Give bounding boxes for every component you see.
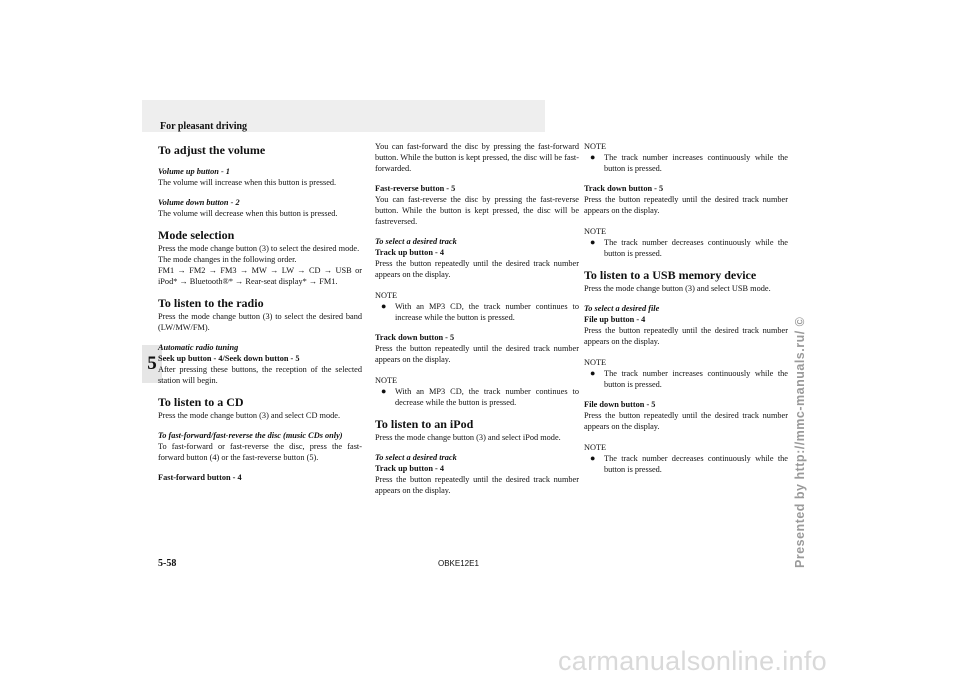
note-text: With an MP3 CD, the track number continues to decrease while the button is pressed. <box>395 387 579 407</box>
cd-ff-text: To fast-forward or fast-reverse the disc, press the fast-forward button (4) or the fast-reverse button (5). <box>158 442 362 462</box>
bullet-icon: ● <box>381 386 387 396</box>
section-header: For pleasant driving <box>160 121 248 132</box>
radio-text: Press the mode change button (3) to select the desired band (LW/MW/FM). <box>158 312 362 332</box>
select-track-subheading: To select a desired track <box>375 237 457 246</box>
vertical-watermark: Presented by http://mmc-manuals.ru/ © <box>793 316 807 568</box>
fast-forward-text: You can fast-forward the disc by pressing the fast-forward button. While the button is kept pressed, the disc will be fast-forwarded. <box>375 142 579 173</box>
chapter-tab: 5 <box>142 345 162 383</box>
track-down-text: Press the button repeatedly until the desired track number appears on the display. <box>584 195 788 215</box>
heading-mode-selection: Mode selection <box>158 228 235 242</box>
heading-listen-usb: To listen to a USB memory device <box>584 268 757 282</box>
file-down-text: Press the button repeatedly until the desired track number appears on the display. <box>584 411 788 431</box>
fast-reverse-label: Fast-reverse button - 5 <box>375 184 456 193</box>
note-item <box>584 237 788 259</box>
fast-reverse-text: You can fast-reverse the disc by pressing the fast-reverse button. While the button is kept pressed, the disc will be fastreversed. <box>375 195 579 226</box>
track-up-text: Press the button repeatedly until the desired track number appears on the display. <box>375 259 579 279</box>
bullet-icon: ● <box>590 368 596 378</box>
cd-ff-subheading: To fast-forward/fast-reverse the disc (music CDs only) <box>158 431 343 440</box>
volume-up-text: The volume will increase when this button is pressed. <box>158 178 337 187</box>
document-code: OBKE12E1 <box>438 559 479 568</box>
seek-buttons-text: After pressing these buttons, the reception of the selected station will begin. <box>158 365 362 385</box>
note-text: The track number decreases continuously while the button is pressed. <box>604 238 788 258</box>
ipod-text: Press the mode change button (3) and select iPod mode. <box>375 433 561 442</box>
track-down-text: Press the button repeatedly until the desired track number appears on the display. <box>375 344 579 364</box>
volume-down-subheading: Volume down button - 2 <box>158 198 240 207</box>
note-title: NOTE <box>584 227 607 236</box>
note-title: NOTE <box>375 376 398 385</box>
ipod-track-subheading: To select a desired track <box>375 453 457 462</box>
heading-listen-radio: To listen to the radio <box>158 296 264 310</box>
column-3 <box>584 141 788 481</box>
track-down-label: Track down button - 5 <box>375 333 455 342</box>
note-title: NOTE <box>375 291 398 300</box>
ipod-track-up-label: Track up button - 4 <box>375 464 445 473</box>
track-up-label: Track up button - 4 <box>375 248 445 257</box>
file-up-label: File up button - 4 <box>584 315 646 324</box>
note-text: With an MP3 CD, the track number continues to increase while the button is pressed. <box>395 302 579 322</box>
volume-up-subheading: Volume up button - 1 <box>158 167 230 176</box>
bullet-icon: ● <box>381 301 387 311</box>
heading-listen-ipod: To listen to an iPod <box>375 417 474 431</box>
note-text: The track number decreases continuously while the button is pressed. <box>604 454 788 474</box>
usb-text: Press the mode change button (3) and select USB mode. <box>584 284 771 293</box>
bullet-icon: ● <box>590 152 596 162</box>
note-item <box>584 368 788 390</box>
heading-adjust-volume: To adjust the volume <box>158 143 266 157</box>
fast-forward-label: Fast-forward button - 4 <box>158 473 242 482</box>
note-item <box>584 152 788 174</box>
bottom-watermark: carmanualsonline.info <box>558 646 827 676</box>
mode-text: Press the mode change button (3) to select the desired mode. <box>158 244 360 253</box>
bullet-icon: ● <box>590 453 596 463</box>
note-title: NOTE <box>584 443 607 452</box>
note-item <box>375 301 579 323</box>
select-file-subheading: To select a desired file <box>584 304 660 313</box>
page-number: 5-58 <box>158 558 177 569</box>
column-2 <box>375 141 579 496</box>
volume-down-text: The volume will decrease when this button is pressed. <box>158 209 338 218</box>
note-title: NOTE <box>584 142 607 151</box>
ipod-track-up-text: Press the button repeatedly until the desired track number appears on the display. <box>375 475 579 495</box>
heading-listen-cd: To listen to a CD <box>158 395 244 409</box>
track-down-label: Track down button - 5 <box>584 184 664 193</box>
note-text: The track number increases continuously while the button is pressed. <box>604 369 788 389</box>
mode-order-text: The mode changes in the following order. <box>158 255 297 264</box>
radio-tuning-subheading: Automatic radio tuning <box>158 343 239 352</box>
note-text: The track number increases continuously while the button is pressed. <box>604 153 788 173</box>
column-1 <box>158 141 362 483</box>
seek-buttons-label: Seek up button - 4/Seek down button - 5 <box>158 354 300 363</box>
mode-sequence-text: FM1 → FM2 → FM3 → MW → LW → CD → USB or iPod* → Bluetooth®* → Rear-seat display* → FM1. <box>158 266 362 286</box>
bullet-icon: ● <box>590 237 596 247</box>
cd-text: Press the mode change button (3) and select CD mode. <box>158 411 341 420</box>
note-title: NOTE <box>584 358 607 367</box>
note-item <box>375 386 579 408</box>
file-down-label: File down button - 5 <box>584 400 656 409</box>
file-up-text: Press the button repeatedly until the desired track number appears on the display. <box>584 326 788 346</box>
note-item <box>584 453 788 475</box>
